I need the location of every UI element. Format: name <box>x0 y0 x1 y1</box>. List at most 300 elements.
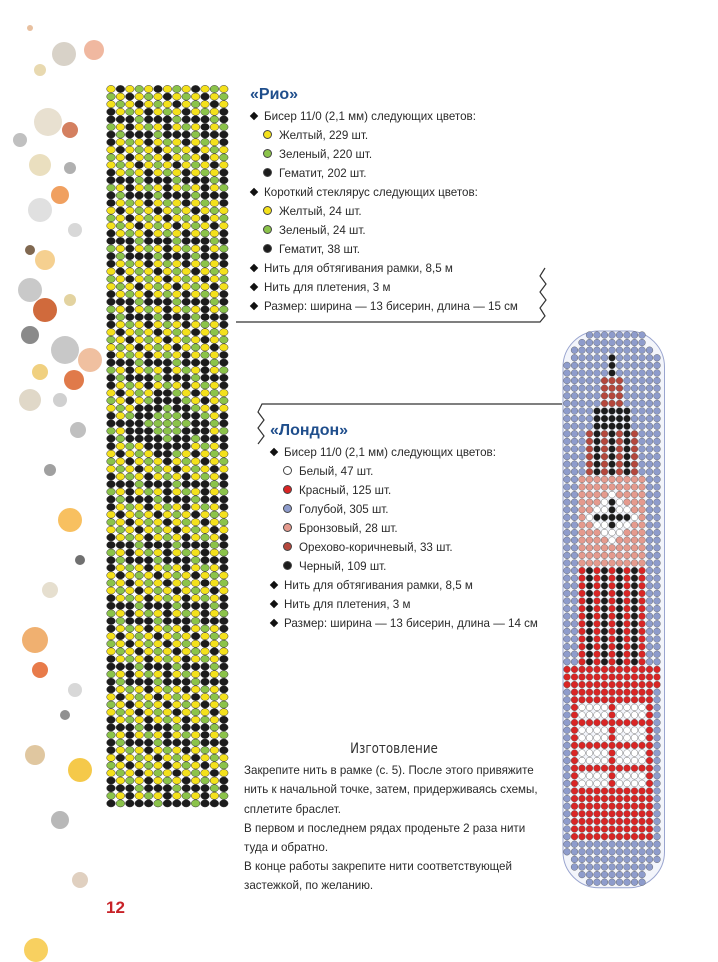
bead <box>579 582 586 589</box>
bead <box>579 643 586 650</box>
bead <box>601 780 608 787</box>
bead <box>631 529 638 536</box>
rio-item <box>250 107 518 126</box>
bead <box>616 552 623 559</box>
bead <box>571 537 578 544</box>
bead <box>646 567 653 574</box>
bead <box>616 392 623 399</box>
bead <box>646 765 653 772</box>
bead <box>654 689 661 696</box>
bead <box>624 484 631 491</box>
bead <box>579 605 586 612</box>
bead-color-swatch-icon <box>263 244 272 253</box>
london-item <box>270 595 538 614</box>
bead <box>609 719 616 726</box>
bead <box>654 704 661 711</box>
bead <box>639 484 646 491</box>
bead <box>639 818 646 825</box>
bead <box>571 476 578 483</box>
bead <box>601 643 608 650</box>
bead <box>594 856 601 863</box>
bead <box>586 643 593 650</box>
bead <box>609 727 616 734</box>
bead <box>654 826 661 833</box>
bead <box>631 879 638 886</box>
bead <box>564 605 571 612</box>
bead <box>616 666 623 673</box>
bead <box>646 681 653 688</box>
bead <box>616 476 623 483</box>
bead <box>631 362 638 369</box>
bead <box>571 636 578 643</box>
bead <box>594 544 601 551</box>
bead <box>616 803 623 810</box>
bead <box>594 681 601 688</box>
bead <box>579 841 586 848</box>
bead <box>639 833 646 840</box>
bead <box>609 658 616 665</box>
bead <box>594 400 601 407</box>
bead <box>654 354 661 361</box>
bead <box>601 620 608 627</box>
london-item-text: Черный, 109 шт. <box>299 560 387 573</box>
bead <box>594 613 601 620</box>
bead <box>564 560 571 567</box>
bead <box>594 833 601 840</box>
bead <box>586 468 593 475</box>
bead <box>601 476 608 483</box>
bead <box>586 772 593 779</box>
bead <box>586 347 593 354</box>
bead <box>586 430 593 437</box>
bead <box>616 582 623 589</box>
bead <box>639 628 646 635</box>
rio-item <box>250 183 518 202</box>
bead <box>564 803 571 810</box>
bead <box>624 590 631 597</box>
bead <box>579 408 586 415</box>
bead <box>616 696 623 703</box>
bead <box>594 636 601 643</box>
bead <box>624 841 631 848</box>
bead <box>594 742 601 749</box>
bead <box>639 810 646 817</box>
bead <box>564 727 571 734</box>
bead <box>646 499 653 506</box>
bead <box>609 818 616 825</box>
bead <box>564 772 571 779</box>
bead <box>579 476 586 483</box>
bead <box>579 514 586 521</box>
bead <box>579 719 586 726</box>
bead <box>579 362 586 369</box>
bead <box>609 544 616 551</box>
bead <box>654 362 661 369</box>
bead <box>579 818 586 825</box>
bead <box>616 810 623 817</box>
bead <box>601 408 608 415</box>
bead <box>631 567 638 574</box>
bead <box>609 681 616 688</box>
london-item <box>270 557 538 576</box>
bead <box>586 514 593 521</box>
bead <box>594 879 601 886</box>
bead <box>631 734 638 741</box>
bead <box>601 788 608 795</box>
bead <box>631 347 638 354</box>
bead <box>616 377 623 384</box>
bead <box>624 643 631 650</box>
bead <box>579 651 586 658</box>
bead <box>609 385 616 392</box>
bead <box>571 712 578 719</box>
bead <box>571 833 578 840</box>
instructions-paragraph: В первом и последнем рядах проденьте 2 раза нити туда и обратно. <box>244 821 526 855</box>
bead <box>631 582 638 589</box>
bead <box>601 575 608 582</box>
bead <box>586 560 593 567</box>
london-item-text: Нить для плетения, 3 м <box>284 598 411 611</box>
bead <box>624 430 631 437</box>
bead <box>564 833 571 840</box>
bead <box>579 446 586 453</box>
bead <box>654 810 661 817</box>
bead <box>601 446 608 453</box>
bead <box>654 370 661 377</box>
bead <box>564 582 571 589</box>
bead <box>571 666 578 673</box>
bead <box>654 636 661 643</box>
bead <box>631 818 638 825</box>
bead <box>654 415 661 422</box>
bead-color-swatch-icon <box>283 466 292 475</box>
bead <box>631 757 638 764</box>
bead <box>639 750 646 757</box>
bead <box>586 734 593 741</box>
bead <box>616 590 623 597</box>
bead <box>601 864 608 871</box>
bead <box>601 689 608 696</box>
bead <box>631 841 638 848</box>
bead <box>616 871 623 878</box>
bead <box>646 742 653 749</box>
bead <box>571 772 578 779</box>
bead <box>646 772 653 779</box>
bead <box>564 514 571 521</box>
bead <box>571 742 578 749</box>
bead <box>639 575 646 582</box>
page-number: 12 <box>106 898 125 917</box>
bead <box>609 613 616 620</box>
bead <box>594 370 601 377</box>
bead <box>639 788 646 795</box>
bead <box>609 354 616 361</box>
bead <box>646 620 653 627</box>
bead <box>616 400 623 407</box>
london-item-text: Бронзовый, 28 шт. <box>299 522 398 535</box>
bead <box>624 750 631 757</box>
bead <box>586 689 593 696</box>
bead <box>564 423 571 430</box>
bead <box>564 788 571 795</box>
bead <box>594 651 601 658</box>
bead <box>564 826 571 833</box>
bead <box>586 628 593 635</box>
bead <box>571 560 578 567</box>
bead <box>654 757 661 764</box>
bead <box>586 582 593 589</box>
bead <box>586 598 593 605</box>
bead <box>654 430 661 437</box>
bead <box>616 354 623 361</box>
bead <box>564 780 571 787</box>
bead <box>571 620 578 627</box>
bead <box>624 461 631 468</box>
bead <box>579 347 586 354</box>
bead <box>571 864 578 871</box>
bead <box>654 833 661 840</box>
bead <box>646 354 653 361</box>
bead <box>579 400 586 407</box>
bead <box>646 712 653 719</box>
bead <box>579 339 586 346</box>
bead <box>631 848 638 855</box>
bead <box>631 666 638 673</box>
bead <box>594 423 601 430</box>
bead <box>646 757 653 764</box>
bead <box>564 651 571 658</box>
bead <box>586 879 593 886</box>
bead <box>631 651 638 658</box>
bead <box>631 552 638 559</box>
bead <box>586 544 593 551</box>
bead <box>631 590 638 597</box>
bead <box>639 537 646 544</box>
bead <box>571 643 578 650</box>
bead <box>646 491 653 498</box>
bead <box>624 818 631 825</box>
bead <box>586 408 593 415</box>
bead <box>639 415 646 422</box>
bead <box>609 499 616 506</box>
bead <box>654 772 661 779</box>
london-bracelet-pattern <box>562 330 672 900</box>
bead <box>579 689 586 696</box>
bead <box>654 643 661 650</box>
bead <box>609 468 616 475</box>
bead <box>609 560 616 567</box>
bead <box>586 841 593 848</box>
bead <box>639 377 646 384</box>
bead <box>639 347 646 354</box>
bead <box>616 643 623 650</box>
bead <box>601 727 608 734</box>
bead <box>646 750 653 757</box>
bead <box>609 689 616 696</box>
bead <box>594 560 601 567</box>
bead <box>594 377 601 384</box>
bead <box>594 780 601 787</box>
bead <box>564 362 571 369</box>
bead <box>654 780 661 787</box>
bead <box>571 514 578 521</box>
bead <box>639 446 646 453</box>
bead <box>624 438 631 445</box>
bead-color-swatch-icon <box>263 130 272 139</box>
bead <box>631 446 638 453</box>
bead <box>571 856 578 863</box>
bead <box>594 408 601 415</box>
bead <box>594 643 601 650</box>
bead <box>601 750 608 757</box>
bead <box>654 506 661 513</box>
bead <box>639 582 646 589</box>
bead <box>609 484 616 491</box>
bead <box>624 620 631 627</box>
bead <box>646 818 653 825</box>
bead <box>601 370 608 377</box>
bead <box>616 491 623 498</box>
bead <box>631 704 638 711</box>
bead <box>571 430 578 437</box>
bead <box>571 347 578 354</box>
bead <box>631 408 638 415</box>
bead <box>646 560 653 567</box>
bead <box>594 666 601 673</box>
bead <box>564 476 571 483</box>
bead <box>639 468 646 475</box>
bead <box>631 468 638 475</box>
bead <box>639 605 646 612</box>
bead <box>646 476 653 483</box>
bead <box>586 332 593 339</box>
bead <box>646 734 653 741</box>
bead <box>579 772 586 779</box>
bead <box>594 719 601 726</box>
bead <box>586 476 593 483</box>
bead <box>594 734 601 741</box>
bead <box>609 704 616 711</box>
bead <box>631 332 638 339</box>
bead <box>646 628 653 635</box>
bead <box>586 871 593 878</box>
london-item <box>270 481 538 500</box>
bead <box>571 628 578 635</box>
bead <box>594 658 601 665</box>
bead <box>564 370 571 377</box>
bead <box>601 590 608 597</box>
bead <box>624 788 631 795</box>
bead <box>624 446 631 453</box>
bead <box>594 841 601 848</box>
bead <box>631 689 638 696</box>
bead <box>631 674 638 681</box>
bead <box>646 423 653 430</box>
bead <box>609 582 616 589</box>
bead <box>624 476 631 483</box>
bead <box>609 408 616 415</box>
bead <box>624 385 631 392</box>
bead <box>646 438 653 445</box>
bead <box>639 438 646 445</box>
bead <box>654 552 661 559</box>
bead-color-swatch-icon <box>263 206 272 215</box>
bead <box>571 826 578 833</box>
bead <box>579 522 586 529</box>
bead <box>624 560 631 567</box>
bead <box>579 696 586 703</box>
bead <box>609 620 616 627</box>
bead <box>654 856 661 863</box>
bead <box>601 803 608 810</box>
bead <box>616 826 623 833</box>
bead <box>609 826 616 833</box>
bead <box>616 879 623 886</box>
bead <box>639 742 646 749</box>
bead <box>646 727 653 734</box>
bead <box>624 468 631 475</box>
bead <box>586 826 593 833</box>
bead <box>601 833 608 840</box>
bead <box>571 734 578 741</box>
bead <box>571 567 578 574</box>
bead <box>616 506 623 513</box>
bead <box>579 438 586 445</box>
bead <box>624 651 631 658</box>
bead <box>654 734 661 741</box>
bead <box>609 370 616 377</box>
bead <box>616 385 623 392</box>
london-item-text: Бисер 11/0 (2,1 мм) следующих цветов: <box>284 446 496 459</box>
rio-materials-list <box>250 107 518 316</box>
bead <box>609 491 616 498</box>
rio-item-text: Желтый, 229 шт. <box>279 129 369 142</box>
bead <box>624 826 631 833</box>
bead <box>594 605 601 612</box>
bead <box>609 552 616 559</box>
bead <box>639 499 646 506</box>
bead <box>624 537 631 544</box>
bead <box>616 765 623 772</box>
london-item <box>270 443 538 462</box>
bead <box>594 727 601 734</box>
bead <box>586 590 593 597</box>
bead <box>601 795 608 802</box>
bead <box>601 681 608 688</box>
bead <box>646 552 653 559</box>
bead <box>601 453 608 460</box>
bead <box>646 780 653 787</box>
bead <box>571 354 578 361</box>
bead <box>579 598 586 605</box>
bead <box>609 628 616 635</box>
bead <box>646 674 653 681</box>
bead <box>646 803 653 810</box>
bead <box>624 506 631 513</box>
bead <box>579 491 586 498</box>
bead <box>564 529 571 536</box>
bead <box>616 628 623 635</box>
bead <box>624 636 631 643</box>
bead <box>601 598 608 605</box>
bead <box>639 544 646 551</box>
bead <box>571 461 578 468</box>
bead <box>586 818 593 825</box>
instructions-paragraph: Закрепите нить в рамке (с. 5). После этого привяжите нить к начальной точке, затем, придерживаясь схемы, сплетите браслет. <box>244 764 538 816</box>
bead <box>609 598 616 605</box>
bead <box>571 795 578 802</box>
bead <box>564 544 571 551</box>
